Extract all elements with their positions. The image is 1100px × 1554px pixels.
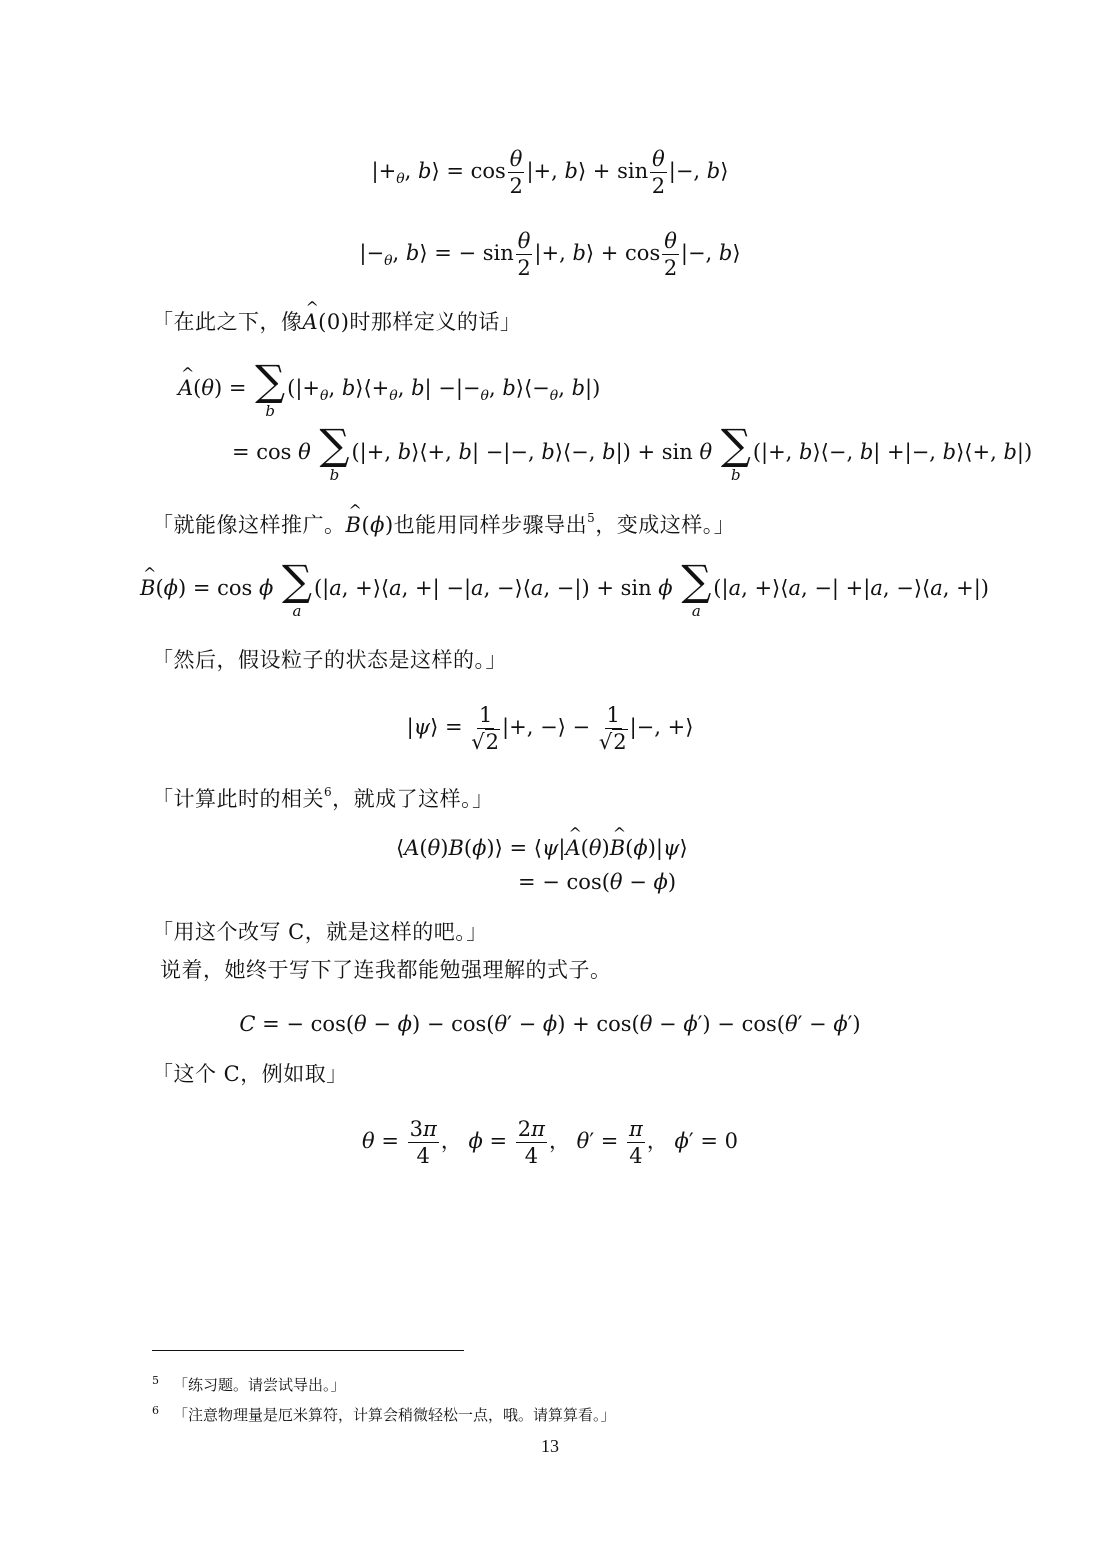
- footnote-ref-5[interactable]: 5: [587, 511, 596, 525]
- equation-minus-theta-state: $|-_\theta$, b⟩ = − sin $\frac{\theta}{2}$ |+, b⟩ + cos $\frac{\theta}{2}$ |−, b⟩: [359, 229, 741, 281]
- paragraph-text: 也能用同样步骤导出: [393, 513, 588, 537]
- footnote-text: 「注意物理量是厄米算符，计算会稍微轻松一点，哦。请算算看。」: [173, 1406, 616, 1424]
- equation-correlation-line1: ⟨A(θ)B(ϕ)⟩ = ⟨ψ|^ A(θ)^ B(ϕ)|ψ⟩: [396, 838, 688, 859]
- paragraph-define-A: 「在此之下，像^ A(0)时那样定义的话」: [152, 312, 521, 333]
- paragraph-rewrite-C: 「用这个改写 C，就是这样的吧。」: [152, 920, 488, 944]
- equation-psi: |ψ⟩ = $\frac{1}{√2}$ |+, −⟩ − $\frac{1}{√2}$ |−, +⟩: [406, 703, 694, 755]
- equation-A-theta-line1: ^ A(θ) = ∑ b ($|+_\theta$, $b⟩⟨+_\theta$, $b| -|-_\theta$, $b⟩⟨-_\theta$, b|): [178, 360, 600, 419]
- equation-correlation-line2: = − cos(θ − ϕ): [518, 870, 677, 894]
- footnote-mark: 6: [152, 1404, 159, 1417]
- paragraph-text: 「在此之下，像: [152, 310, 303, 334]
- equation-angle-values: θ = $\frac{3\pi}{4}$ ， ϕ = $\frac{2\pi}{4}$ ， θ′ = $\frac{\pi}{4}$ ， ϕ′ = 0: [362, 1117, 738, 1169]
- footnote-text: 「练习题。请尝试导出。」: [173, 1376, 346, 1394]
- equation-B-phi: ^ B(ϕ) = cos ϕ ∑ a (|a, +⟩⟨a, +| −|a, −⟩⟨a, −|) + sin ϕ ∑ a (|a, +⟩⟨a, −| +|a, −⟩⟨a, +|): [140, 560, 989, 619]
- paragraph-narration: 说着，她终于写下了连我都能勉强理解的式子。: [160, 958, 612, 982]
- footnote-ref-6[interactable]: 6: [324, 785, 333, 799]
- paragraph-text: 「计算此时的相关: [152, 787, 324, 811]
- footnote-mark: 5: [152, 1374, 159, 1387]
- paragraph-example-C: 「这个 C，例如取」: [152, 1062, 348, 1086]
- paragraph-text: 「就能像这样推广。: [152, 513, 346, 537]
- equation-C: C = − cos(θ − ϕ) − cos(θ′ − ϕ) + cos(θ − ϕ′) − cos(θ′ − ϕ′): [239, 1012, 861, 1036]
- paragraph-particle-state: 「然后，假设粒子的状态是这样的。」: [152, 648, 507, 672]
- paragraph-text: ，就成了这样。」: [332, 787, 494, 811]
- equation-A-theta-line2: = cos θ ∑ b (|+, b⟩⟨+, b| −|−, b⟩⟨−, b|) + sin θ ∑ b (|+, b⟩⟨−, b| +|−, b⟩⟨+, b|): [232, 420, 1033, 484]
- footnote-separator: [152, 1350, 464, 1351]
- paragraph-text: (0)时那样定义的话」: [318, 310, 522, 334]
- page-number: 13: [541, 1436, 559, 1456]
- paragraph-generalize: 「就能像这样推广。^ B(ϕ)也能用同样步骤导出$^5$，变成这样。」: [152, 512, 735, 536]
- paragraph-text: ，变成这样。」: [595, 513, 736, 537]
- footnote-5: [152, 1374, 346, 1395]
- paragraph-correlation: [152, 786, 494, 810]
- equation-plus-theta-state: $|+_\theta$, b⟩ = cos $\frac{\theta}{2}$ |+, b⟩ + sin $\frac{\theta}{2}$ |−, b⟩: [371, 147, 729, 199]
- footnote-6: [152, 1404, 616, 1425]
